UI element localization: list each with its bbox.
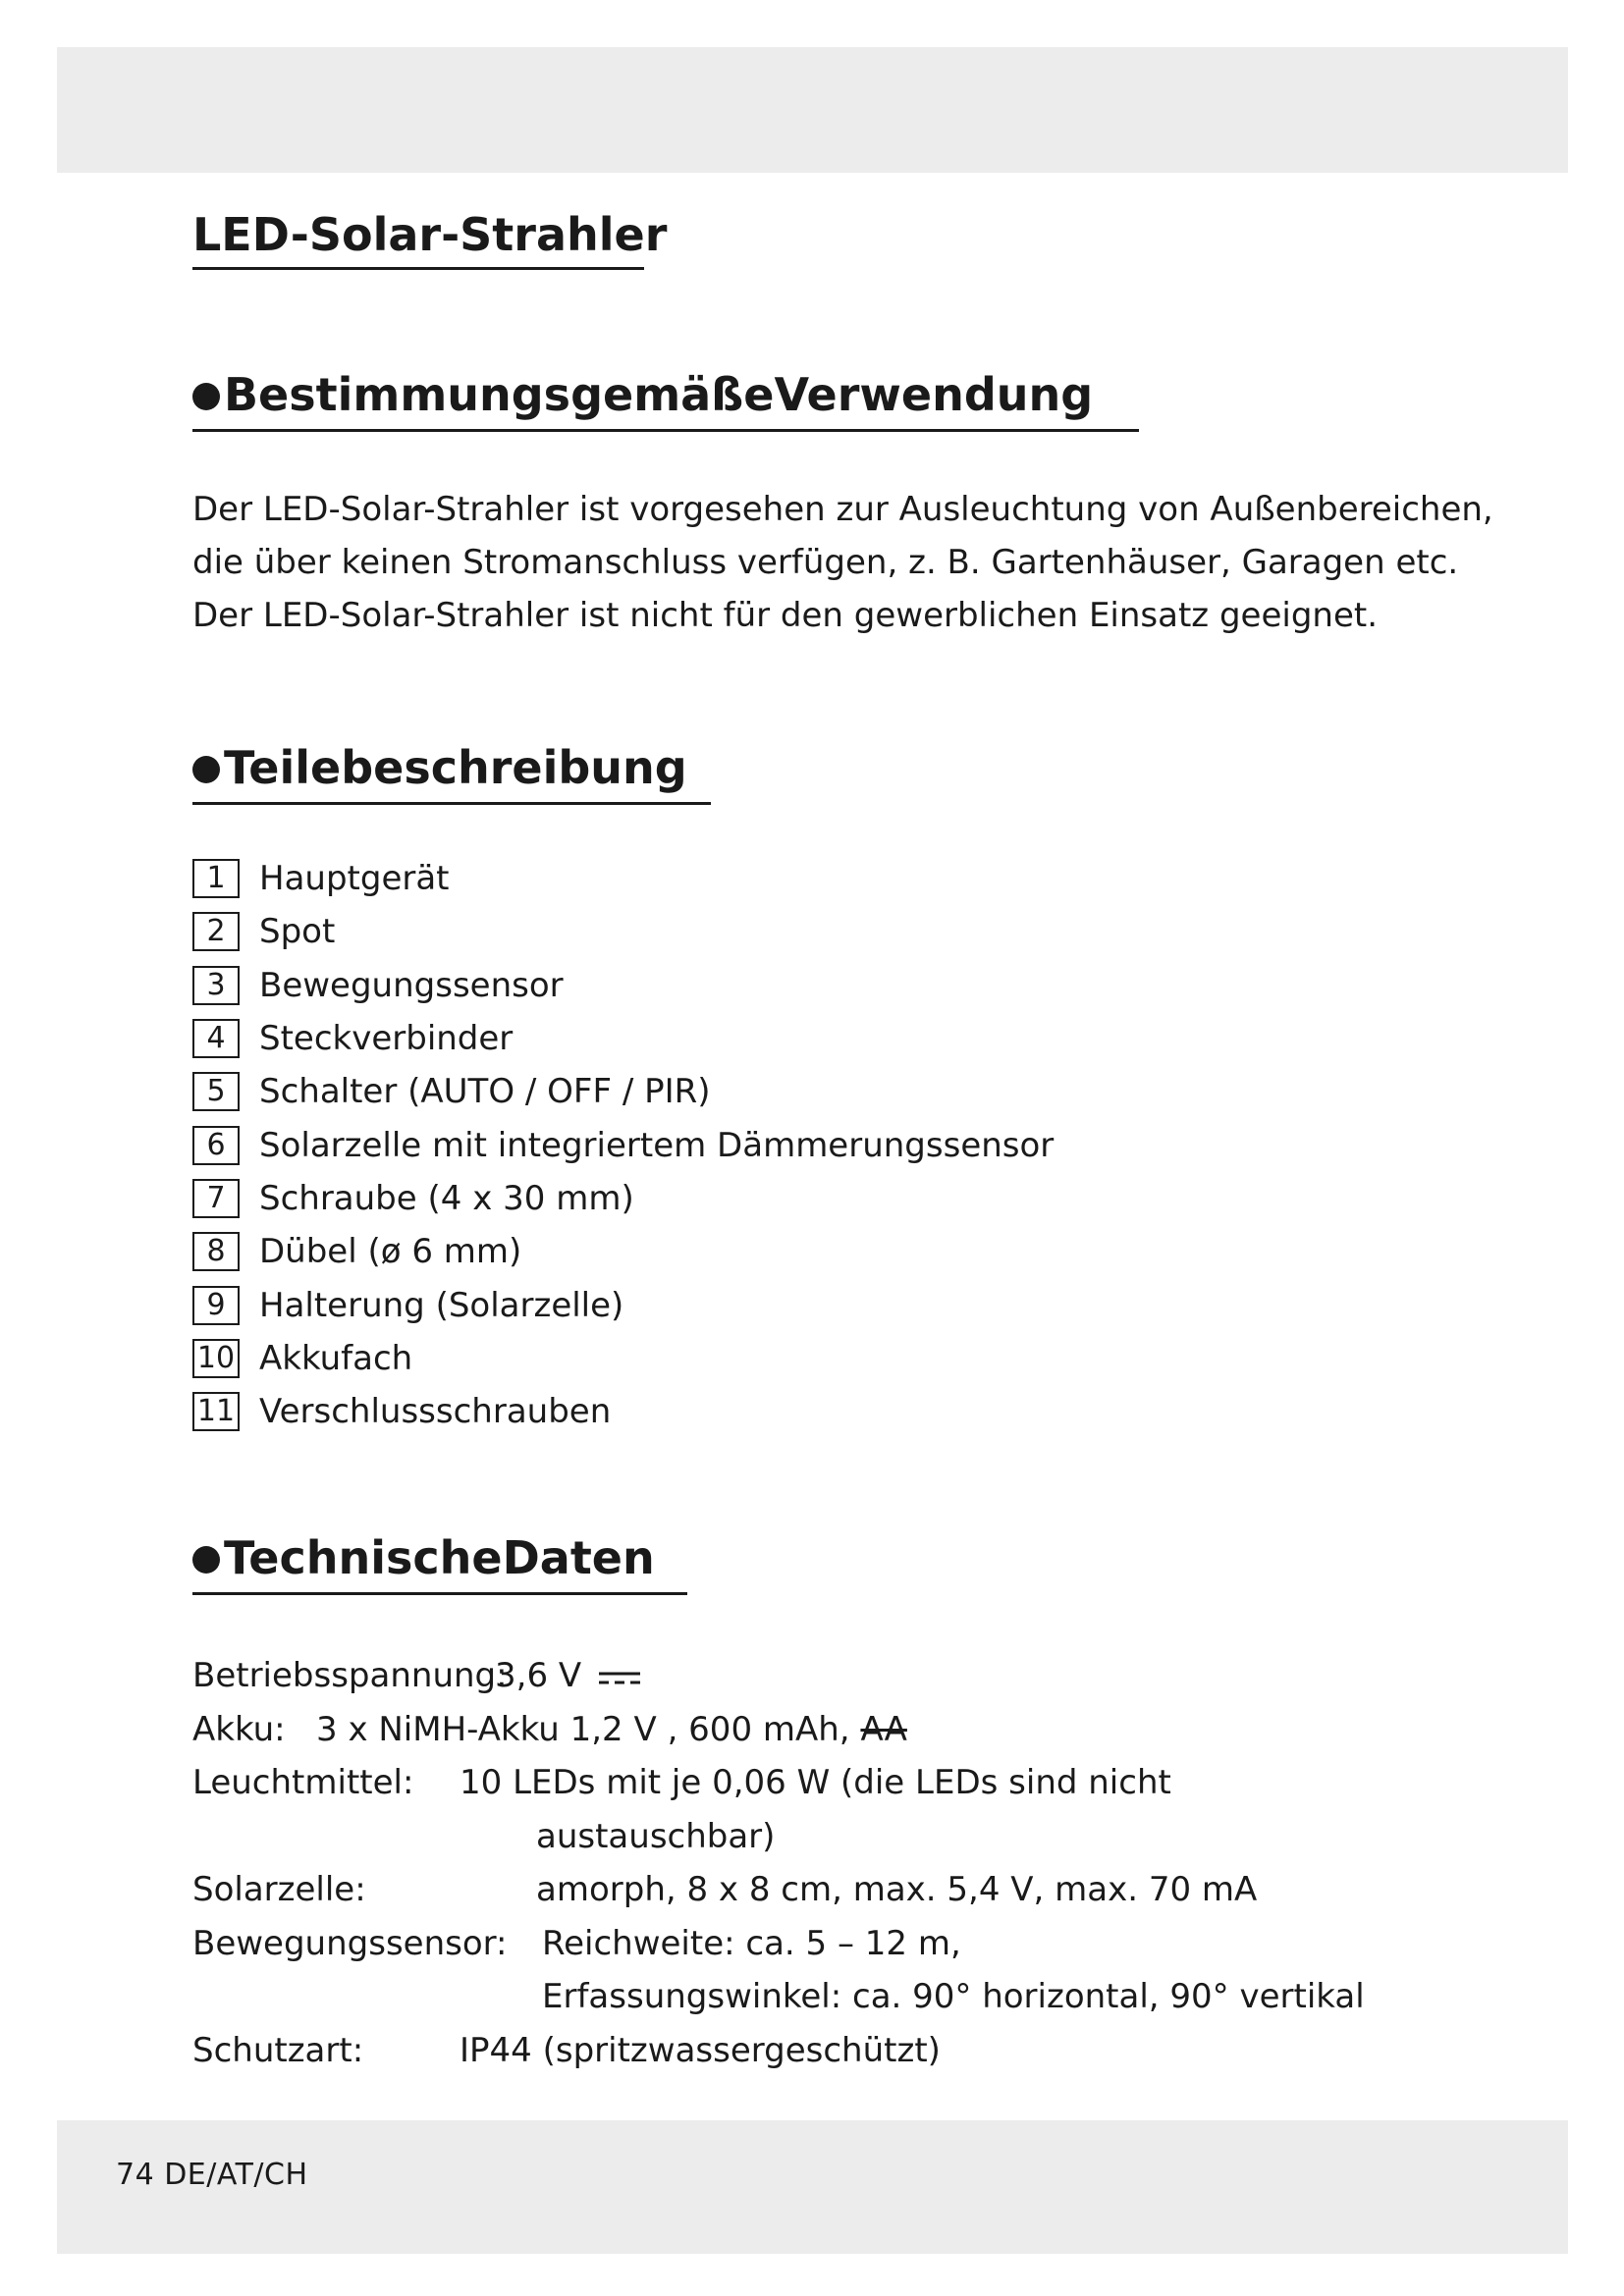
part-label: Verschlussschrauben	[259, 1392, 612, 1432]
part-number: 6	[192, 1126, 240, 1165]
part-label: Solarzelle mit integriertem Dämmerungssensor	[259, 1125, 1055, 1165]
list-item	[192, 1012, 1054, 1065]
list-item	[192, 1225, 1054, 1278]
tech-value: IP44 (spritzwassergeschützt)	[460, 2030, 941, 2070]
dc-current-icon	[597, 1670, 642, 1685]
tech-label: Akku:	[192, 1709, 286, 1749]
bullet-icon	[192, 1546, 220, 1574]
bullet-icon	[192, 383, 220, 410]
part-number: 8	[192, 1232, 240, 1271]
part-number: 2	[192, 912, 240, 951]
part-number: 3	[192, 966, 240, 1005]
list-item	[192, 1385, 1054, 1438]
part-label: Spot	[259, 912, 336, 952]
part-number: 4	[192, 1019, 240, 1058]
tech-label: Leuchtmittel:	[192, 1763, 414, 1802]
tech-label: Solarzelle:	[192, 1870, 366, 1909]
tech-value: austauschbar)	[536, 1816, 776, 1856]
list-item	[192, 1118, 1054, 1171]
page-title: LED-Solar-Strahler	[192, 208, 644, 270]
list-item	[192, 1172, 1054, 1225]
tech-value: 10 LEDs mit je 0,06 W (die LEDs sind nicht	[460, 1763, 1171, 1802]
part-number: 11	[192, 1392, 240, 1431]
list-item	[192, 905, 1054, 958]
list-item	[192, 959, 1054, 1012]
usage-paragraph	[192, 483, 1493, 642]
tech-value	[495, 1649, 642, 1703]
section-heading-usage	[192, 368, 1139, 432]
section-heading-tech-text: TechnischeDaten	[224, 1531, 655, 1584]
voltage-value: 3,6 V	[495, 1656, 582, 1695]
tech-value	[316, 1703, 907, 1757]
part-number: 1	[192, 859, 240, 898]
part-label: Schalter (AUTO / OFF / PIR)	[259, 1072, 711, 1112]
part-number: 10	[192, 1339, 240, 1378]
tech-label: Betriebsspannung:	[192, 1656, 508, 1695]
section-heading-parts-text: Teilebeschreibung	[224, 741, 687, 794]
tech-value: Erfassungswinkel: ca. 90° horizontal, 90° vertikal	[542, 1977, 1365, 2016]
tech-label: Bewegungssensor:	[192, 1923, 508, 1963]
bullet-icon	[192, 756, 220, 783]
part-label: Halterung (Solarzelle)	[259, 1285, 624, 1325]
section-heading-tech	[192, 1531, 687, 1595]
part-label: Schraube (4 x 30 mm)	[259, 1178, 634, 1218]
part-number: 5	[192, 1072, 240, 1111]
part-label: Dübel (ø 6 mm)	[259, 1232, 522, 1272]
section-heading-usage-text: BestimmungsgemäßeVerwendung	[224, 368, 1094, 421]
section-heading-parts	[192, 741, 711, 805]
tech-label: Schutzart:	[192, 2030, 364, 2070]
list-item	[192, 852, 1054, 905]
tech-value: Reichweite: ca. 5 – 12 m,	[542, 1923, 961, 1963]
part-label: Steckverbinder	[259, 1019, 514, 1059]
tech-value: amorph, 8 x 8 cm, max. 5,4 V, max. 70 mA	[536, 1870, 1258, 1909]
part-number: 7	[192, 1179, 240, 1218]
battery-value: 3 x NiMH-Akku 1,2 V , 600 mAh,	[316, 1709, 850, 1749]
page-number: 74 DE/AT/CH	[116, 2158, 308, 2192]
part-number: 9	[192, 1286, 240, 1325]
part-label: Akkufach	[259, 1338, 413, 1378]
usage-line: Der LED-Solar-Strahler ist vorgesehen zur Ausleuchtung von Außenbereichen,	[192, 490, 1493, 529]
header-band	[57, 47, 1568, 173]
list-item	[192, 1278, 1054, 1331]
part-label: Bewegungssensor	[259, 965, 564, 1005]
list-item	[192, 1332, 1054, 1385]
usage-line: die über keinen Stromanschluss verfügen, z. B. Gartenhäuser, Garagen etc.	[192, 543, 1459, 582]
parts-list	[192, 852, 1054, 1438]
battery-type: AA	[860, 1709, 907, 1749]
list-item	[192, 1065, 1054, 1118]
part-label: Hauptgerät	[259, 859, 450, 899]
usage-line: Der LED-Solar-Strahler ist nicht für den gewerblichen Einsatz geeignet.	[192, 596, 1379, 635]
